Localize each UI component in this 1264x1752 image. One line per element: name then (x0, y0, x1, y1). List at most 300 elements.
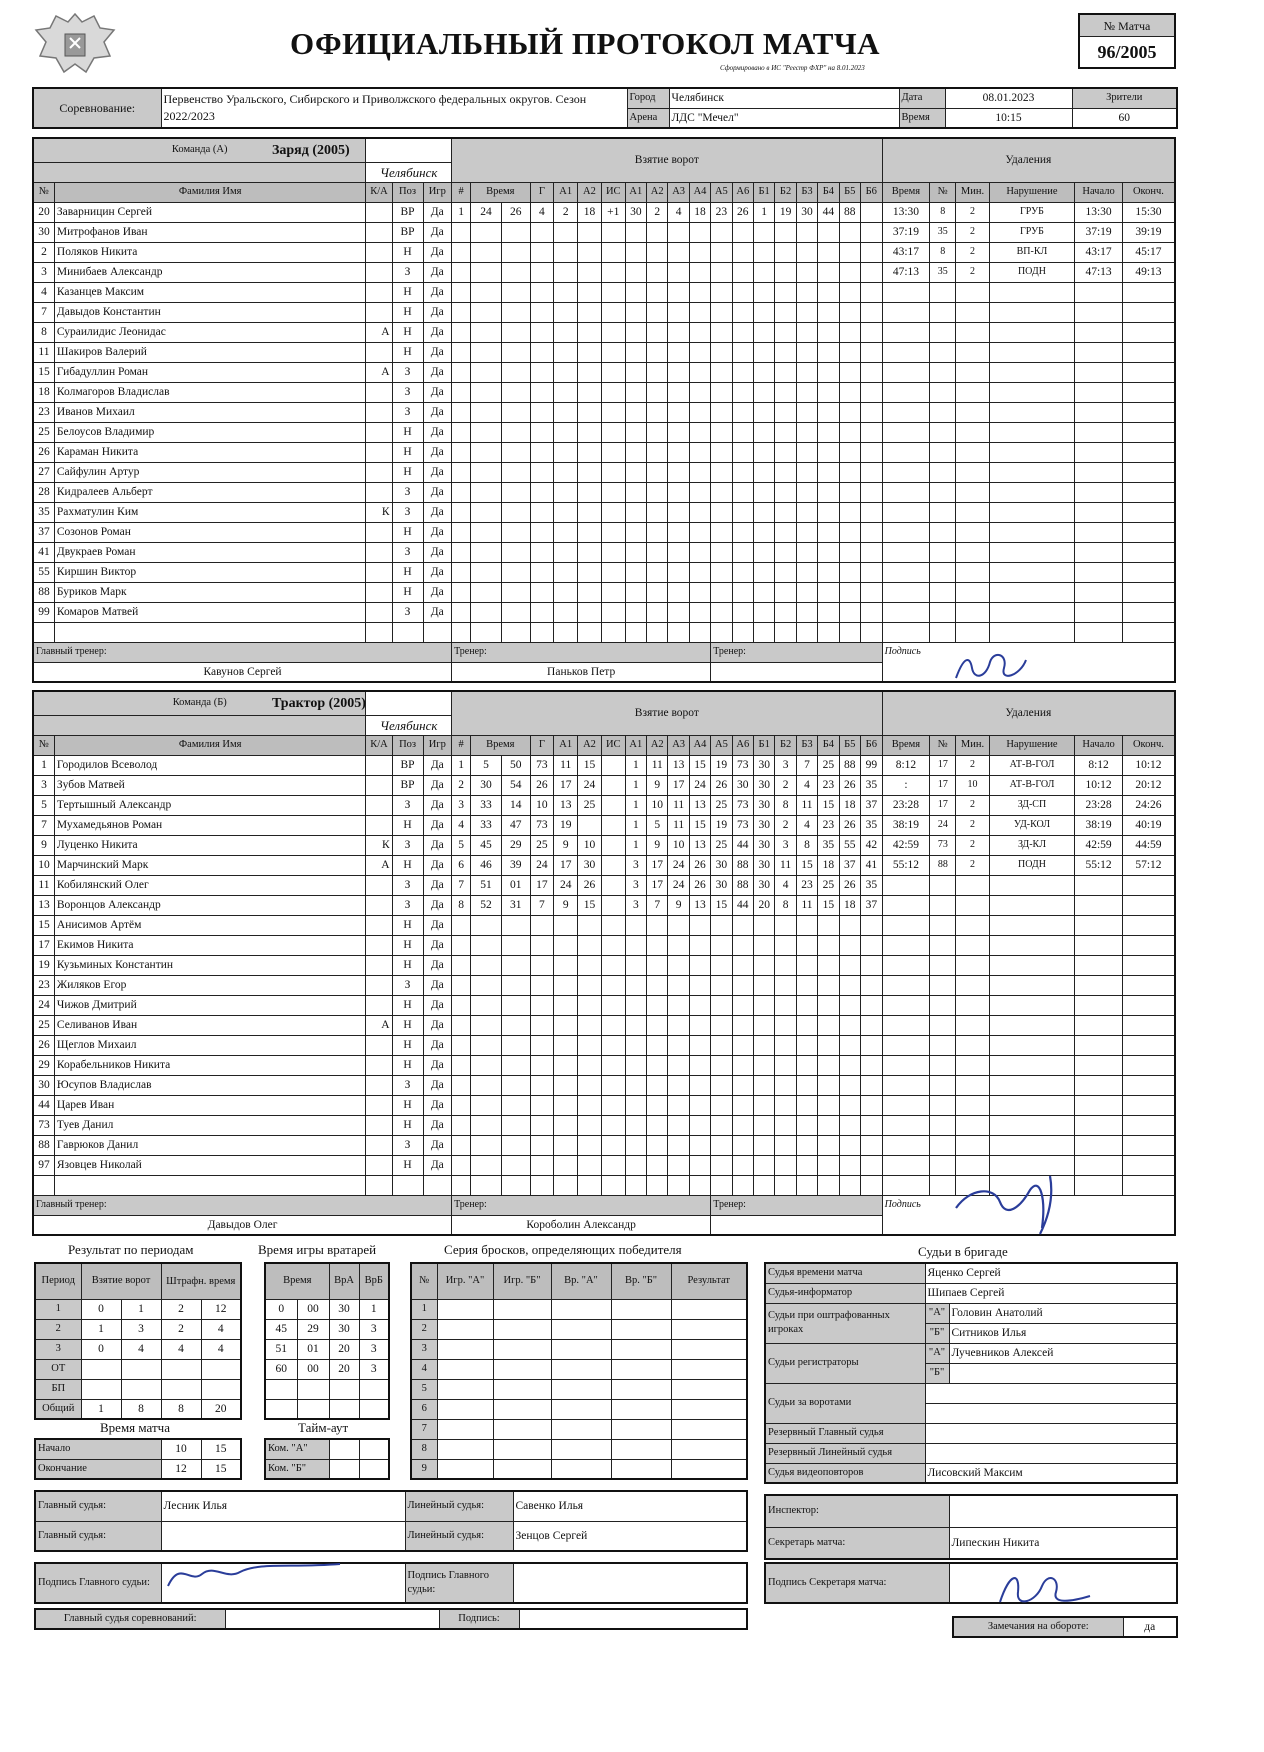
goalie-cell: 45 (265, 1319, 297, 1339)
goal-cell: 2 (647, 202, 668, 222)
goal-cell: 30 (711, 855, 732, 875)
generated-note: Сформировано в ИС "Реестр ФХР" на 8.01.2023 (720, 64, 865, 72)
player-played: Да (423, 1115, 452, 1135)
goal-cell: 25 (711, 795, 732, 815)
player-number: 26 (33, 442, 54, 462)
player-captain (366, 302, 392, 322)
player-number: 24 (33, 995, 54, 1015)
pen-start: 42:59 (1075, 835, 1123, 855)
player-captain (366, 222, 392, 242)
goal-cell: 26 (530, 775, 554, 795)
player-name: Туев Данил (54, 1115, 366, 1135)
goal-cell: 30 (578, 855, 602, 875)
team_b-col-name: Фамилия Имя (54, 735, 366, 755)
player-number: 20 (33, 202, 54, 222)
arena-label: Арена (627, 108, 669, 128)
team_b-goals-title: Взятие ворот (452, 691, 883, 735)
player-position: Н (392, 422, 423, 442)
goal-cell: 2 (554, 202, 578, 222)
shootout-table (410, 1262, 748, 1480)
goal-cell: 35 (818, 835, 839, 855)
period-row (35, 1379, 241, 1399)
goalie-row (265, 1399, 389, 1419)
pen-end: 49:13 (1122, 262, 1175, 282)
player-played: Да (423, 1055, 452, 1075)
team_b-coach-label: Тренер: (452, 1195, 711, 1215)
goal-cell: 9 (554, 895, 578, 915)
goal-cell: 30 (754, 855, 775, 875)
player-number: 8 (33, 322, 54, 342)
goal-cell: 4 (668, 202, 689, 222)
pen-end: 39:19 (1122, 222, 1175, 242)
team_a-head-coach: Кавунов Сергей (33, 662, 452, 682)
player-captain: А (366, 855, 392, 875)
team_b-onice-col: Б2 (775, 735, 796, 755)
shootout-row (411, 1419, 747, 1439)
player-name: Сураилидис Леонидас (54, 322, 366, 342)
player-number: 26 (33, 1035, 54, 1055)
team_a-coach2-label: Тренер: (711, 642, 882, 662)
pen-cell: 2 (956, 262, 989, 282)
goal-cell: 33 (471, 815, 502, 835)
player-number: 9 (33, 835, 54, 855)
player-name: Шакиров Валерий (54, 342, 366, 362)
player-captain (366, 422, 392, 442)
player-number: 41 (33, 542, 54, 562)
player-number: 28 (33, 482, 54, 502)
player-position: Н (392, 442, 423, 462)
player-name: Иванов Михаил (54, 402, 366, 422)
team_a-onice-col: Б6 (860, 182, 882, 202)
player-number: 13 (33, 895, 54, 915)
pen-cell: 8 (930, 242, 956, 262)
goalie-cell: 3 (359, 1319, 389, 1339)
player-name: Мухамедьянов Роман (54, 815, 366, 835)
pen-start: 23:28 (1075, 795, 1123, 815)
period-value: 1 (81, 1399, 121, 1419)
player-position: Н (392, 242, 423, 262)
goalie-cell: 0 (265, 1299, 297, 1319)
pen-end: 45:17 (1122, 242, 1175, 262)
player-row (33, 322, 1175, 342)
player-number: 15 (33, 362, 54, 382)
player-name: Царев Иван (54, 1095, 366, 1115)
shootout-index: 8 (411, 1439, 437, 1459)
goalie-cell (329, 1379, 359, 1399)
shootout-index: 6 (411, 1399, 437, 1419)
goal-cell: 24 (668, 875, 689, 895)
competition-judge-row (34, 1608, 748, 1630)
goal-cell: 18 (689, 202, 710, 222)
player-row (33, 935, 1175, 955)
period-row (35, 1299, 241, 1319)
goal-cell: 24 (554, 875, 578, 895)
player-captain: К (366, 835, 392, 855)
competition-judge-label: Главный судья соревнований: (35, 1609, 225, 1629)
pen-cell: ГРУБ (989, 222, 1075, 242)
competition-label: Соревнование: (33, 88, 161, 128)
period-header: Период (35, 1263, 81, 1299)
pen-time: : (882, 775, 930, 795)
player-name: Тертышный Александр (54, 795, 366, 815)
period-row (35, 1399, 241, 1419)
penalty-a-name: Головин Анатолий (949, 1303, 1177, 1323)
team_b-onice-col: Б1 (754, 735, 775, 755)
period-value: 8 (121, 1399, 161, 1419)
pen-cell: 17 (930, 775, 956, 795)
goalie-row (265, 1379, 389, 1399)
player-row (33, 875, 1175, 895)
pen-cell: ВП-КЛ (989, 242, 1075, 262)
player-row (33, 562, 1175, 582)
player-row (33, 222, 1175, 242)
periods-table (34, 1262, 242, 1420)
goal-cell: 24 (530, 855, 554, 875)
goal-cell: 73 (732, 815, 753, 835)
goal-cell: 9 (554, 835, 578, 855)
informer-label: Судья-информатор (765, 1283, 925, 1303)
player-captain (366, 975, 392, 995)
team_b-head-coach-label: Главный тренер: (33, 1195, 452, 1215)
signatures-left (34, 1562, 748, 1604)
goal-cell: 2 (452, 775, 471, 795)
player-position: Н (392, 855, 423, 875)
timeout-title: Тайм-аут (298, 1420, 349, 1435)
goalie-cell: 1 (359, 1299, 389, 1319)
player-row (33, 1135, 1175, 1155)
periods-title: Результат по периодам (68, 1242, 194, 1257)
goal-cell: 14 (502, 795, 531, 815)
player-number: 5 (33, 795, 54, 815)
team_b-onice-col: Б3 (796, 735, 817, 755)
player-captain (366, 955, 392, 975)
team_a-col-num: № (33, 182, 54, 202)
end-hours: 12 (161, 1459, 201, 1479)
goal-cell: 35 (860, 875, 882, 895)
goal-cell: 7 (796, 755, 817, 775)
player-played: Да (423, 975, 452, 995)
secretary-name: Липескин Никита (949, 1527, 1177, 1559)
notes-value: да (1123, 1617, 1177, 1637)
spectators-value: 60 (1072, 108, 1177, 128)
shootout-index: 9 (411, 1459, 437, 1479)
goalie-row (265, 1339, 389, 1359)
team_b-onice-col: А6 (732, 735, 753, 755)
goal-cell: 35 (860, 775, 882, 795)
team_b-onice-col: А2 (647, 735, 668, 755)
player-number: 99 (33, 602, 54, 622)
goalie-cell: 30 (329, 1319, 359, 1339)
player-row (33, 342, 1175, 362)
player-number: 7 (33, 302, 54, 322)
goal-cell: 9 (647, 775, 668, 795)
goal-cell: 17 (647, 875, 668, 895)
team_a-pen-col: № (930, 182, 956, 202)
player-played: Да (423, 755, 452, 775)
end-label: Окончание (35, 1459, 161, 1479)
player-name: Юсупов Владислав (54, 1075, 366, 1095)
player-position: Н (392, 582, 423, 602)
player-name: Белоусов Владимир (54, 422, 366, 442)
pen-end: 57:12 (1122, 855, 1175, 875)
team_b-col-num: № (33, 735, 54, 755)
team_b-onice-col: Б5 (839, 735, 860, 755)
goal-cell: 26 (711, 775, 732, 795)
period-name: 3 (35, 1339, 81, 1359)
player-position: Н (392, 915, 423, 935)
player-number: 88 (33, 582, 54, 602)
player-row (33, 362, 1175, 382)
goal-cell: 11 (554, 755, 578, 775)
goalie-cell: 3 (359, 1339, 389, 1359)
player-position: Н (392, 815, 423, 835)
player-row (33, 1095, 1175, 1115)
coach-a-signature (950, 648, 1040, 690)
player-position: ВР (392, 775, 423, 795)
player-played: Да (423, 935, 452, 955)
period-value: 4 (121, 1339, 161, 1359)
team_b-goal-col: А1 (554, 735, 578, 755)
goal-cell: 8 (796, 835, 817, 855)
goal-cell: 73 (732, 755, 753, 775)
pen-cell: ЗД-КЛ (989, 835, 1075, 855)
team_a-onice-col: Б5 (839, 182, 860, 202)
shootout-row (411, 1319, 747, 1339)
goalie-cell (297, 1379, 329, 1399)
team_a-goal-col: А2 (578, 182, 602, 202)
goal-cell: 11 (796, 795, 817, 815)
team_a-onice-col: А1 (625, 182, 646, 202)
player-position: Н (392, 322, 423, 342)
shootout-index: 2 (411, 1319, 437, 1339)
penalty-judges-label: Судьи при оштрафованных игроках (765, 1303, 925, 1343)
player-name: Гибадуллин Роман (54, 362, 366, 382)
shootout-header: Вр. "Б" (611, 1263, 671, 1299)
player-position: З (392, 542, 423, 562)
pen-cell: 2 (956, 755, 989, 775)
player-captain (366, 482, 392, 502)
player-position: Н (392, 1035, 423, 1055)
team_a-goal-col: ИС (601, 182, 625, 202)
player-captain (366, 1075, 392, 1095)
pen-cell: 2 (956, 835, 989, 855)
goal-cell: 47 (502, 815, 531, 835)
pen-cell: 88 (930, 855, 956, 875)
goal-cell: 6 (452, 855, 471, 875)
timekeeper-name: Яценко Сергей (925, 1263, 1177, 1283)
period-row (35, 1319, 241, 1339)
team_a-goal-col: # (452, 182, 471, 202)
player-row (33, 302, 1175, 322)
goal-cell: 4 (796, 815, 817, 835)
goal-cell: 1 (625, 755, 646, 775)
team_b-pen-col: № (930, 735, 956, 755)
period-value (121, 1359, 161, 1379)
player-position: ВР (392, 202, 423, 222)
pen-cell: УД-КОЛ (989, 815, 1075, 835)
goal-cell: 54 (502, 775, 531, 795)
player-name: Минибаев Александр (54, 262, 366, 282)
player-played: Да (423, 222, 452, 242)
goal-cell: 46 (471, 855, 502, 875)
player-position: Н (392, 935, 423, 955)
player-row (33, 382, 1175, 402)
goal-cell: 17 (668, 775, 689, 795)
player-row (33, 1035, 1175, 1055)
player-captain (366, 242, 392, 262)
goal-cell: 2 (775, 815, 796, 835)
shootout-header: Игр. "Б" (493, 1263, 551, 1299)
pen-cell: 2 (956, 202, 989, 222)
player-captain (366, 442, 392, 462)
goal-cell: 30 (711, 875, 732, 895)
goal-cell: 23 (796, 875, 817, 895)
pen-cell: 2 (956, 242, 989, 262)
player-row (33, 622, 1175, 642)
goal-cell: 19 (711, 755, 732, 775)
goalie-cell: 3 (359, 1359, 389, 1379)
player-row (33, 582, 1175, 602)
goal-cell: 26 (689, 855, 710, 875)
player-position: Н (392, 562, 423, 582)
period-value (81, 1359, 121, 1379)
pen-time: 55:12 (882, 855, 930, 875)
goal-cell: 44 (732, 895, 753, 915)
team_a-pen-col: Нарушение (989, 182, 1075, 202)
goal-cell: 88 (732, 855, 753, 875)
player-played: Да (423, 202, 452, 222)
player-name: Зубов Матвей (54, 775, 366, 795)
sign-main2-label: Подпись Главного судьи: (405, 1563, 513, 1603)
reserve-line-label: Резервный Линейный судья (765, 1443, 925, 1463)
informer-name: Шипаев Сергей (925, 1283, 1177, 1303)
player-played: Да (423, 302, 452, 322)
shootout-row (411, 1379, 747, 1399)
player-name: Давыдов Константин (54, 302, 366, 322)
signature-secretary (764, 1562, 1178, 1604)
player-position: Н (392, 282, 423, 302)
goal-cell: 18 (578, 202, 602, 222)
date-value: 08.01.2023 (945, 88, 1072, 108)
goal-cell: 13 (689, 835, 710, 855)
player-row (33, 482, 1175, 502)
goal-cell: 5 (452, 835, 471, 855)
team_a-city: Челябинск (380, 165, 438, 180)
team_b-goal-col: # (452, 735, 471, 755)
player-number: 25 (33, 422, 54, 442)
player-captain (366, 775, 392, 795)
goal-cell: 23 (818, 815, 839, 835)
team_b-pen-title: Удаления (882, 691, 1175, 735)
player-row (33, 402, 1175, 422)
player-number: 37 (33, 522, 54, 542)
officials-table (764, 1262, 1178, 1484)
team_b-pen-col: Оконч. (1122, 735, 1175, 755)
goal-cell: 15 (578, 895, 602, 915)
goal-cell: 10 (647, 795, 668, 815)
registrar-b-marker: "Б" (925, 1363, 949, 1383)
goal-cell: 17 (647, 855, 668, 875)
period-goals-header: Взятие ворот (81, 1263, 161, 1299)
period-name: 2 (35, 1319, 81, 1339)
pen-end: 15:30 (1122, 202, 1175, 222)
goal-cell: 18 (839, 895, 860, 915)
player-captain (366, 622, 392, 642)
goal-cell: 8 (452, 895, 471, 915)
goal-cell: 29 (502, 835, 531, 855)
player-played: Да (423, 995, 452, 1015)
goal-cell: 51 (471, 875, 502, 895)
team_a-goal-col: Время (471, 182, 530, 202)
emblem (30, 8, 120, 80)
player-captain (366, 342, 392, 362)
player-row (33, 282, 1175, 302)
player-number: 4 (33, 282, 54, 302)
goal-cell: 19 (775, 202, 796, 222)
goal-cell: 30 (754, 815, 775, 835)
shootout-row (411, 1299, 747, 1319)
goal-cell: 13 (689, 895, 710, 915)
goal-cell: 88 (839, 755, 860, 775)
goalie-cell: 51 (265, 1339, 297, 1359)
goal-cell: 25 (530, 835, 554, 855)
goal-cell: 8 (775, 795, 796, 815)
goal-cell: 19 (711, 815, 732, 835)
goalie-cell: 00 (297, 1359, 329, 1379)
player-row (33, 602, 1175, 622)
player-played: Да (423, 775, 452, 795)
player-captain (366, 202, 392, 222)
goalie-cell (265, 1399, 297, 1419)
period-value: 2 (161, 1319, 201, 1339)
player-played: Да (423, 422, 452, 442)
video-name: Лисовский Максим (925, 1463, 1177, 1483)
goal-cell: 30 (796, 202, 817, 222)
player-played: Да (423, 955, 452, 975)
player-captain (366, 562, 392, 582)
player-position: ВР (392, 755, 423, 775)
pen-time: 8:12 (882, 755, 930, 775)
player-position: Н (392, 522, 423, 542)
video-label: Судья видеоповторов (765, 1463, 925, 1483)
goal-cell: 13 (554, 795, 578, 815)
goalie-b-header: ВрБ (359, 1263, 389, 1299)
goal-cell (601, 815, 625, 835)
goal-cell: 24 (668, 855, 689, 875)
goal-cell: 99 (860, 755, 882, 775)
goal-cell: 26 (578, 875, 602, 895)
goalie-cell (329, 1399, 359, 1419)
player-row (33, 795, 1175, 815)
player-captain (366, 542, 392, 562)
team_a-coach: Паньков Петр (452, 662, 711, 682)
pen-cell: 35 (930, 222, 956, 242)
team_b-onice-col: Б6 (860, 735, 882, 755)
pen-time: 42:59 (882, 835, 930, 855)
player-row (33, 502, 1175, 522)
goal-cell: 26 (689, 875, 710, 895)
goal-cell: 1 (753, 202, 774, 222)
player-row (33, 775, 1175, 795)
player-captain: А (366, 322, 392, 342)
player-position: З (392, 1135, 423, 1155)
goal-cell: 15 (818, 895, 839, 915)
player-played: Да (423, 362, 452, 382)
period-value: 1 (121, 1299, 161, 1319)
goal-cell: 44 (732, 835, 753, 855)
player-played: Да (423, 382, 452, 402)
player-played: Да (423, 482, 452, 502)
